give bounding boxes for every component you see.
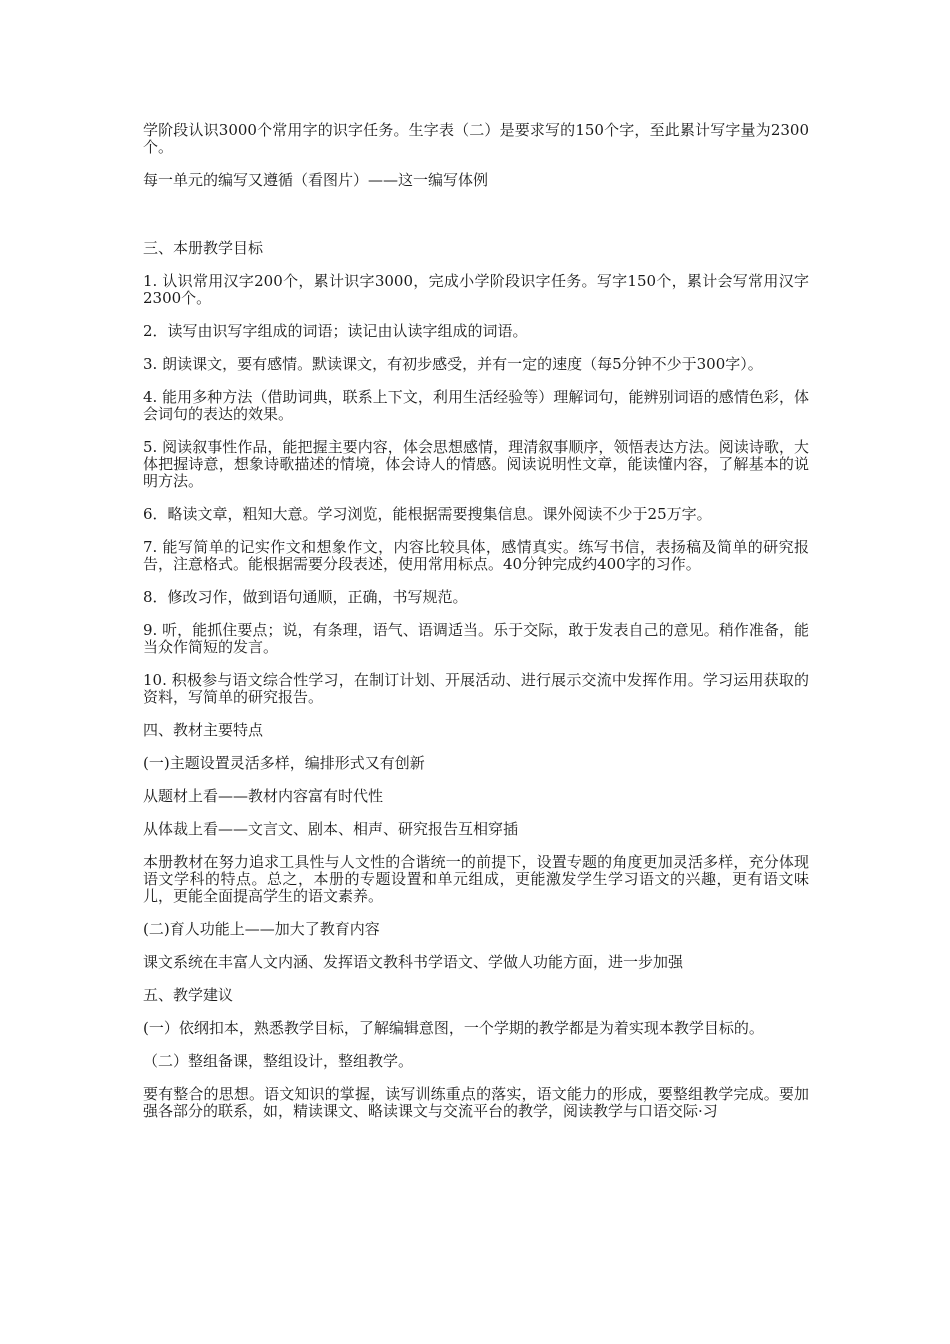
document-body: [143, 122, 809, 1136]
section-heading-textbook-features: 四、教材主要特点: [143, 721, 264, 739]
goal-item-4: 4. 能用多种方法（借助词典，联系上下文，利用生活经验等）理解词句，能辨别词语的感情色彩，体会词句的表达的效果。: [143, 388, 809, 423]
paragraph-subject-matter: 从题材上看——教材内容富有时代性: [143, 787, 384, 805]
suggestion-item-1: (一）依纲扣本，熟悉教学目标，了解编辑意图，一个学期的教学都是为着实现本教学目标的。: [143, 1019, 764, 1037]
goal-item-9: 9. 听，能抓住要点；说，有条理，语气、语调适当。乐于交际，敢于发表自己的意见。稍作准备，能当众作简短的发言。: [143, 621, 809, 656]
suggestion-item-2: （二）整组备课，整组设计，整组教学。: [143, 1052, 414, 1070]
paragraph-text-system: 课文系统在丰富人文内涵、发挥语文教科书学语文、学做人功能方面，进一步加强: [143, 953, 684, 971]
paragraph-genre: 从体裁上看——文言文、剧本、相声、研究报告互相穿插: [143, 820, 519, 838]
subheading-theme-setting: (一)主题设置灵活多样，编排形式又有创新: [143, 754, 425, 772]
section-heading-teaching-suggestions: 五、教学建议: [143, 986, 234, 1004]
goal-item-10: 10. 积极参与语文综合性学习，在制订计划、开展活动、进行展示交流中发挥作用。学习运用获取的资料，写简单的研究报告。: [143, 671, 809, 706]
goal-item-6: 6．略读文章，粗知大意。学习浏览，能根据需要搜集信息。课外阅读不少于25万字。: [143, 505, 712, 523]
paragraph-integration: 要有整合的思想。语文知识的掌握，读写训练重点的落实，语文能力的形成，要整组教学完成。要加强各部分的联系，如，精读课文、略读课文与交流平台的教学，阅读教学与口语交际·习: [143, 1085, 809, 1120]
goal-item-2: 2．读写由识写字组成的词语；读记由认读字组成的词语。: [143, 322, 528, 340]
goal-item-3: 3. 朗读课文，要有感情。默读课文，有初步感受，并有一定的速度（每5分钟不少于300字）。: [143, 355, 763, 373]
goal-item-7: 7. 能写简单的记实作文和想象作文，内容比较具体，感情真实。练写书信，表扬稿及简单的研究报告，注意格式。能根据需要分段表述，使用常用标点。40分钟完成约400字的习作。: [143, 538, 809, 573]
goal-item-5: 5. 阅读叙事性作品，能把握主要内容，体会思想感情，理清叙事顺序，领悟表达方法。阅读诗歌，大体把握诗意，想象诗歌描述的情境，体会诗人的情感。阅读说明性文章，能读懂内容，了解基本的说明方法。: [143, 438, 809, 490]
subheading-education-function: (二)育人功能上——加大了教育内容: [143, 920, 380, 938]
goal-item-8: 8．修改习作，做到语句通顺，正确，书写规范。: [143, 588, 468, 606]
paragraph-unit-structure: 每一单元的编写又遵循（看图片）——这一编写体例: [143, 171, 489, 189]
section-heading-teaching-goals: 三、本册教学目标: [143, 239, 264, 257]
paragraph-textbook-summary: 本册教材在努力追求工具性与人文性的合谐统一的前提下，设置专题的角度更加灵活多样，充分体现语文学科的特点。总之，本册的专题设置和单元组成，更能激发学生学习语文的兴趣，更有语文味儿，更能全面提高学生的语文素养。: [143, 853, 809, 905]
paragraph-literacy-summary: 学阶段认识3000个常用字的识字任务。生字表（二）是要求写的150个字，至此累计写字量为2300个。: [143, 121, 809, 156]
goal-item-1: 1. 认识常用汉字200个，累计识字3000，完成小学阶段识字任务。写字150个，累计会写常用汉字2300个。: [143, 272, 809, 307]
